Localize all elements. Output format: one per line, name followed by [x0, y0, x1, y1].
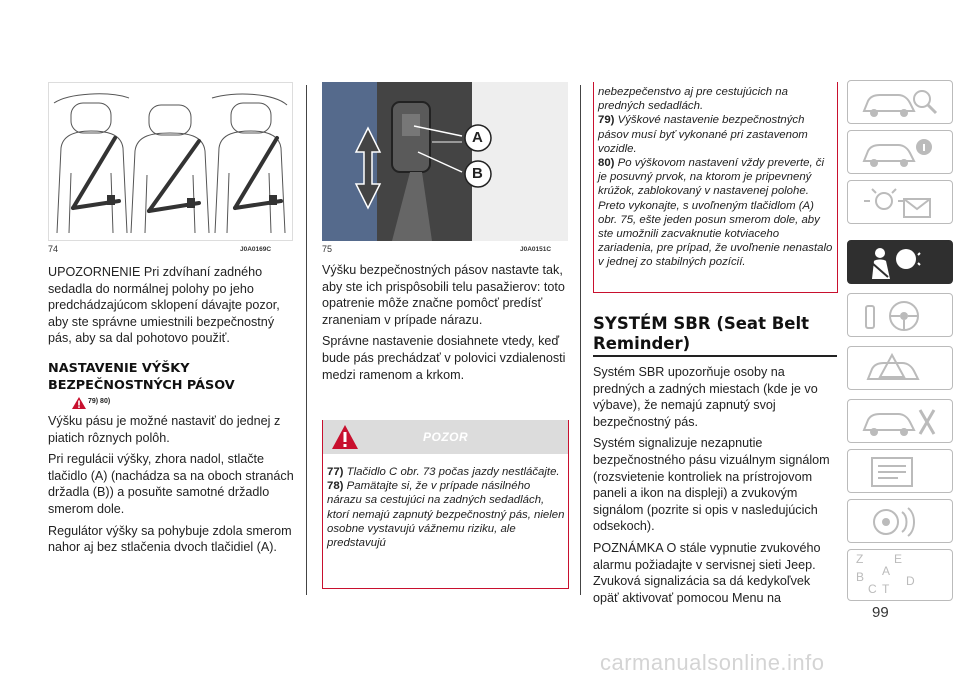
index-letter: Z — [856, 552, 864, 566]
index-letter: B — [856, 570, 865, 584]
caution-box — [322, 420, 569, 589]
tab-technical-data[interactable] — [847, 449, 953, 493]
heading-underline — [593, 355, 837, 357]
figure-74 — [48, 82, 293, 241]
caution-title: POZOR — [423, 430, 469, 444]
note-text: Pamätajte si, že v prípade násilného nárazu sa cestujúci na zadných sedadlách, ktorí nemajú zapnutý bezpečnostný pás, nielen osobne vystavujú vážnemu riziku, ale predstavujú — [327, 480, 565, 550]
paragraph: Pri regulácii výšky, zhora nadol, stlačte tlačidlo (A) (nachádza sa na oboch stranách držadla (B)) a posuňte samotné držadlo smerom dole. — [48, 452, 294, 516]
paragraph: Regulátor výšky sa pohybuje zdola smerom nahor aj bez stlačenia dvoch tlačidiel (A). — [48, 523, 292, 555]
belt-height-adjuster-photo — [322, 82, 568, 241]
index-letter: E — [894, 552, 903, 566]
heading-line-1: NASTAVENIE VÝŠKY — [48, 361, 190, 376]
heading-line-2: Reminder) — [593, 334, 691, 353]
index-letter: A — [882, 564, 891, 578]
spec-sheet-icon — [858, 454, 944, 490]
figure-number: 74 — [48, 244, 59, 254]
note-79 — [598, 113, 834, 156]
seat-belt-seats-illustration — [49, 83, 292, 240]
index-letter: D — [906, 574, 915, 588]
tab-servicing[interactable] — [847, 399, 953, 443]
tab-dashboard-knowledge[interactable] — [847, 80, 953, 124]
tab-warning-lights[interactable] — [847, 180, 953, 224]
figure-number: 75 — [322, 244, 333, 254]
warning-triangle-icon — [72, 397, 86, 409]
paragraph: Systém SBR upozorňuje osoby na predných a zadných miestach (kde je vo výbave), že nemajú zapnutý svoj bezpečnostný pás. — [593, 365, 818, 429]
index-letter: T — [882, 582, 890, 596]
warning-light-message-icon — [858, 185, 944, 221]
note-references: 79) 80) — [88, 398, 111, 405]
callout-a-label: A — [472, 129, 483, 146]
index-letter: C — [868, 582, 877, 596]
paragraph: POZNÁMKA O stále vypnutie zvukového alarmu požiadajte v servisnej sieti Jeep. Zvuková signalizácia sa dá kedykoľvek opäť aktivovať pomocou Menu na — [593, 540, 821, 605]
note-number: 80) — [598, 157, 615, 170]
note-number: 78) — [327, 480, 344, 493]
figure-code: J0A0169C — [240, 246, 272, 253]
continued-note: nebezpečenstvo aj pre cestujúcich na predných sedadlách. — [598, 86, 788, 113]
tab-starting-driving[interactable] — [847, 293, 953, 337]
heading-line-1: SYSTÉM SBR (Seat Belt — [593, 314, 810, 333]
note-text: Tlačidlo C obr. 73 počas jazdy nestláčajte. — [346, 466, 560, 478]
paragraph: Systém signalizuje nezapnutie bezpečnostného pásu vizuálnym signálom (rozsvietenie kontroliek na prístrojovom paneli a ikon na displeji) a zvukovým signálom (pozrite si opis v nasledujúcich odsekoch). — [593, 436, 830, 534]
tab-multimedia[interactable] — [847, 499, 953, 543]
column-divider — [580, 85, 581, 595]
heading-line-2: BEZPEČNOSTNÝCH PÁSOV — [48, 378, 235, 393]
tab-getting-to-know[interactable] — [847, 130, 953, 174]
caution-header — [323, 420, 568, 454]
hazard-car-icon — [858, 351, 944, 387]
note-80 — [598, 156, 834, 270]
figure-code: J0A0151C — [520, 246, 552, 253]
note-text: Výškové nastavenie bezpečnostných pásov musí byť vykonané pri zastavenom vozidle. — [598, 114, 808, 155]
callout-b-label: B — [472, 165, 483, 182]
car-info-icon — [858, 135, 944, 171]
paragraph: Výšku pásu je možné nastaviť do jednej z piatich rôznych polôh. — [48, 414, 281, 445]
paragraph: Výšku bezpečnostných pásov nastavte tak, aby ste ich prispôsobili telu pasažierov: toto opatrenie môže značne pomôcť predísť zraneniam v prípade nárazu. — [322, 263, 565, 327]
seatbelt-airbag-icon — [858, 245, 944, 281]
column-divider — [306, 85, 307, 595]
warning-continuation-box — [593, 82, 838, 293]
figure-75 — [322, 82, 568, 241]
warning-triangle-icon — [331, 424, 359, 450]
section-heading-sbr — [593, 314, 809, 354]
note-text: Po výškovom nastavení vždy preverte, či je posuvný prvok, na ktorom je pripevnený krúžok, zablokovaný v nastavenej polohe. Preto vykonajte, s uvoľneným tlačidlom (A) obr. 75, ešte jeden posun smerom dole, aby ste umožnili zacvaknutie kotviaceho zariadenia, pre prípad, že uvoľnenie nenastalo v jednej zo stabilných pozícií. — [598, 157, 833, 269]
car-wrench-icon — [858, 404, 944, 440]
tab-in-emergency[interactable] — [847, 346, 953, 390]
steering-wheel-icon — [858, 298, 944, 334]
warning-paragraph: UPOZORNENIE Pri zdvíhaní zadného sedadla do normálnej polohy po jeho predchádzajúcom sklopení dávajte pozor, aby ste správne umiestnili bezpečnostný pás, aby sa dal pohotovo použiť. — [48, 265, 280, 346]
tab-safety[interactable] — [847, 240, 953, 284]
section-heading-height-adjust — [48, 360, 235, 394]
car-search-icon — [858, 85, 944, 121]
note-78 — [327, 479, 565, 550]
tab-index[interactable] — [847, 549, 953, 601]
note-number: 79) — [598, 114, 615, 127]
paragraph: Správne nastavenie dosiahnete vtedy, keď bude pás prechádzať v polovici vzdialenosti medzi ramenom a krkom. — [322, 334, 566, 382]
note-77 — [327, 465, 565, 479]
page-number: 99 — [872, 604, 889, 621]
watermark: carmanualsonline.info — [600, 650, 825, 675]
multimedia-icon — [858, 504, 944, 540]
note-number: 77) — [327, 466, 344, 478]
